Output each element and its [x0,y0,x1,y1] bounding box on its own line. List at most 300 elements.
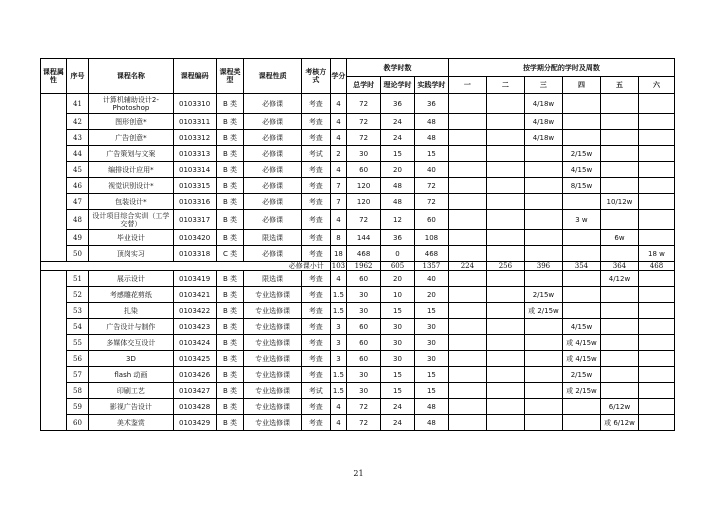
course-code: 0103420 [173,230,216,246]
practice-hours: 60 [414,210,448,230]
exam-method: 考查 [301,287,330,303]
course-name: 多媒体交互设计 [89,335,173,351]
exam-method: 考查 [301,367,330,383]
table-row [41,162,675,178]
total-hours: 60 [347,271,381,287]
exam-method: 考查 [301,399,330,415]
semester-1-hours [448,246,486,262]
semester-6-hours [638,162,674,178]
course-type: B 类 [216,415,244,431]
header-semester-5: 五 [600,77,638,94]
semester-5-hours [600,367,638,383]
semester-2-hours [486,303,524,319]
semester-3-hours [524,271,562,287]
practice-hours: 48 [414,114,448,130]
practice-hours: 48 [414,130,448,146]
course-code: 0103429 [173,415,216,431]
semester-1-hours [448,162,486,178]
semester-6-hours [638,271,674,287]
semester-4-hours: 4/15w [562,162,600,178]
semester-2-hours [486,146,524,162]
total-hours: 60 [347,351,381,367]
row-number: 41 [66,94,89,114]
semester-6-hours [638,351,674,367]
practice-hours: 15 [414,383,448,399]
semester-4-hours: 2/15w [562,367,600,383]
course-nature: 专业选修课 [244,303,302,319]
course-name: 编排设计应用* [89,162,173,178]
header-no: 序号 [66,59,89,94]
course-nature: 专业选修课 [244,319,302,335]
course-name: 3D [89,351,173,367]
course-nature: 必修课 [244,194,302,210]
semester-6-hours [638,230,674,246]
semester-4-hours [562,415,600,431]
header-semester-4: 四 [562,77,600,94]
course-name: 展示设计 [89,271,173,287]
header-exam: 考核方式 [301,59,330,94]
semester-1-hours [448,319,486,335]
semester-6-hours [638,210,674,230]
course-code: 0103317 [173,210,216,230]
semester-6-hours [638,114,674,130]
semester-5-hours [600,210,638,230]
table-row [41,114,675,130]
row-number: 45 [66,162,89,178]
semester-6-hours: 18 w [638,246,674,262]
course-code: 0103315 [173,178,216,194]
course-nature: 必修课 [244,94,302,114]
semester-3-hours: 4/18w [524,130,562,146]
header-credit: 学分 [330,59,346,94]
semester-4-hours [562,271,600,287]
semester-3-hours [524,246,562,262]
course-type: B 类 [216,162,244,178]
semester-5-hours [600,94,638,114]
semester-2-hours [486,230,524,246]
row-number: 47 [66,194,89,210]
semester-5-hours [600,246,638,262]
course-code: 0103419 [173,271,216,287]
course-type: B 类 [216,178,244,194]
table-row [41,130,675,146]
course-nature: 专业选修课 [244,383,302,399]
total-hours: 72 [347,130,381,146]
exam-method: 考试 [301,146,330,162]
semester-1-hours [448,383,486,399]
theory-hours: 24 [381,114,415,130]
total-hours: 72 [347,399,381,415]
exam-method: 考查 [301,130,330,146]
semester-2-hours [486,194,524,210]
course-code: 0103422 [173,303,216,319]
semester-6-hours [638,383,674,399]
course-name: 广告设计与制作 [89,319,173,335]
semester-4-hours [562,130,600,146]
semester-1-hours [448,367,486,383]
theory-hours: 15 [381,383,415,399]
exam-method: 考查 [301,94,330,114]
table-row [41,178,675,194]
semester-2-hours [486,319,524,335]
exam-method: 考查 [301,303,330,319]
header-practice: 实践学时 [414,77,448,94]
credit: 7 [330,194,346,210]
credit: 1.5 [330,303,346,319]
theory-hours: 24 [381,399,415,415]
credit: 1.5 [330,287,346,303]
course-name: 影视广告设计 [89,399,173,415]
row-number: 60 [66,415,89,431]
semester-1-hours [448,94,486,114]
semester-4-hours: 或 4/15w [562,351,600,367]
credit: 4 [330,271,346,287]
subtotal-semester-3: 396 [524,262,562,271]
course-name: flash 动画 [89,367,173,383]
semester-4-hours [562,194,600,210]
total-hours: 72 [347,94,381,114]
semester-3-hours [524,351,562,367]
semester-3-hours [524,162,562,178]
semester-1-hours [448,194,486,210]
header-name: 课程名称 [89,59,173,94]
course-code: 0103428 [173,399,216,415]
course-type: B 类 [216,271,244,287]
header-nature: 课程性质 [244,59,302,94]
header-theory: 理论学时 [381,77,415,94]
semester-5-hours [600,162,638,178]
semester-5-hours [600,287,638,303]
theory-hours: 48 [381,178,415,194]
semester-2-hours [486,367,524,383]
practice-hours: 48 [414,399,448,415]
table-row [41,367,675,383]
theory-hours: 0 [381,246,415,262]
total-hours: 60 [347,162,381,178]
subtotal-theory: 605 [381,262,415,271]
course-nature: 专业选修课 [244,399,302,415]
subtotal-row [41,262,675,271]
course-type: B 类 [216,351,244,367]
theory-hours: 36 [381,230,415,246]
course-name: 毕业设计 [89,230,173,246]
semester-3-hours [524,146,562,162]
table-row [41,415,675,431]
row-number: 49 [66,230,89,246]
theory-hours: 20 [381,271,415,287]
credit: 2 [330,146,346,162]
practice-hours: 20 [414,287,448,303]
semester-3-hours [524,415,562,431]
credit: 4 [330,114,346,130]
semester-4-hours [562,287,600,303]
course-name: 广告创意* [89,130,173,146]
theory-hours: 24 [381,415,415,431]
semester-5-hours [600,383,638,399]
course-code: 0103426 [173,367,216,383]
semester-2-hours [486,94,524,114]
credit: 4 [330,210,346,230]
header-code: 课程编码 [173,59,216,94]
row-number: 55 [66,335,89,351]
course-nature: 必修课 [244,162,302,178]
semester-5-hours [600,319,638,335]
semester-5-hours [600,335,638,351]
course-nature: 专业选修课 [244,287,302,303]
practice-hours: 30 [414,335,448,351]
course-code: 0103424 [173,335,216,351]
table-row [41,146,675,162]
semester-2-hours [486,246,524,262]
total-hours: 30 [347,367,381,383]
course-code: 0103423 [173,319,216,335]
total-hours: 72 [347,114,381,130]
semester-5-hours: 10/12w [600,194,638,210]
exam-method: 考查 [301,178,330,194]
course-nature: 必修课 [244,146,302,162]
theory-hours: 15 [381,303,415,319]
exam-method: 考查 [301,194,330,210]
semester-3-hours: 4/18w [524,94,562,114]
credit: 18 [330,246,346,262]
practice-hours: 30 [414,351,448,367]
semester-1-hours [448,230,486,246]
semester-1-hours [448,210,486,230]
semester-2-hours [486,415,524,431]
theory-hours: 15 [381,146,415,162]
course-nature: 必修课 [244,130,302,146]
semester-4-hours: 8/15w [562,178,600,194]
semester-3-hours [524,178,562,194]
course-name: 扎染 [89,303,173,319]
credit: 3 [330,319,346,335]
semester-3-hours [524,383,562,399]
subtotal-semester-1: 224 [448,262,486,271]
course-nature: 必修课 [244,114,302,130]
semester-2-hours [486,162,524,178]
row-number: 52 [66,287,89,303]
table-row [41,210,675,230]
row-number: 50 [66,246,89,262]
subtotal-semester-4: 354 [562,262,600,271]
semester-4-hours: 2/15w [562,146,600,162]
semester-3-hours [524,210,562,230]
semester-4-hours [562,230,600,246]
subtotal-practice: 1357 [414,262,448,271]
table-row [41,383,675,399]
credit: 1.5 [330,367,346,383]
credit: 4 [330,94,346,114]
row-number: 53 [66,303,89,319]
row-number: 59 [66,399,89,415]
semester-4-hours [562,303,600,319]
semester-3-hours: 4/18w [524,114,562,130]
course-nature: 限选课 [244,230,302,246]
row-number: 42 [66,114,89,130]
header-total: 总学时 [347,77,381,94]
practice-hours: 72 [414,194,448,210]
exam-method: 考查 [301,271,330,287]
semester-5-hours [600,303,638,319]
course-code: 0103310 [173,94,216,114]
course-type: B 类 [216,383,244,399]
practice-hours: 468 [414,246,448,262]
course-type: B 类 [216,399,244,415]
course-type: B 类 [216,335,244,351]
theory-hours: 12 [381,210,415,230]
semester-5-hours [600,114,638,130]
semester-1-hours [448,399,486,415]
semester-5-hours [600,130,638,146]
course-type: B 类 [216,303,244,319]
course-name: 设计项目综合实训（工学交替） [89,210,173,230]
semester-5-hours [600,351,638,367]
semester-5-hours: 或 6/12w [600,415,638,431]
total-hours: 120 [347,178,381,194]
semester-3-hours [524,230,562,246]
course-nature: 必修课 [244,178,302,194]
total-hours: 30 [347,146,381,162]
theory-hours: 24 [381,130,415,146]
table-row [41,94,675,114]
theory-hours: 10 [381,287,415,303]
attr-cell [41,94,67,262]
total-hours: 72 [347,210,381,230]
table-row [41,319,675,335]
table-row [41,399,675,415]
credit: 3 [330,351,346,367]
table-row [41,351,675,367]
table-header [41,59,675,94]
semester-6-hours [638,178,674,194]
semester-6-hours [638,335,674,351]
subtotal-total: 1962 [347,262,381,271]
course-nature: 专业选修课 [244,351,302,367]
exam-method: 考查 [301,335,330,351]
table-row [41,287,675,303]
course-code: 0103427 [173,383,216,399]
table-body [41,94,675,431]
practice-hours: 72 [414,178,448,194]
page-number: 21 [353,469,364,478]
row-number: 44 [66,146,89,162]
semester-2-hours [486,351,524,367]
course-type: B 类 [216,130,244,146]
attr-cell [41,271,67,431]
theory-hours: 48 [381,194,415,210]
row-number: 58 [66,383,89,399]
course-name: 图形创意* [89,114,173,130]
semester-2-hours [486,178,524,194]
header-semester-3: 三 [524,77,562,94]
semester-6-hours [638,287,674,303]
semester-1-hours [448,271,486,287]
course-nature: 必修课 [244,246,302,262]
course-type: B 类 [216,287,244,303]
total-hours: 60 [347,335,381,351]
subtotal-semester-2: 256 [486,262,524,271]
semester-2-hours [486,271,524,287]
semester-3-hours: 2/15w [524,287,562,303]
course-name: 美术鉴赏 [89,415,173,431]
total-hours: 144 [347,230,381,246]
exam-method: 考查 [301,246,330,262]
semester-4-hours [562,114,600,130]
course-name: 包装设计* [89,194,173,210]
semester-5-hours: 6w [600,230,638,246]
practice-hours: 48 [414,415,448,431]
semester-3-hours [524,194,562,210]
course-code: 0103316 [173,194,216,210]
exam-method: 考查 [301,162,330,178]
semester-2-hours [486,287,524,303]
course-type: B 类 [216,94,244,114]
semester-3-hours [524,367,562,383]
semester-3-hours: 或 2/15w [524,303,562,319]
course-type: B 类 [216,114,244,130]
table-row [41,246,675,262]
exam-method: 考查 [301,114,330,130]
header-semester-6: 六 [638,77,674,94]
semester-6-hours [638,303,674,319]
semester-4-hours [562,246,600,262]
semester-6-hours [638,194,674,210]
semester-2-hours [486,383,524,399]
semester-4-hours [562,94,600,114]
theory-hours: 30 [381,351,415,367]
subtotal-semester-5: 364 [600,262,638,271]
course-schedule-table [40,58,675,431]
semester-2-hours [486,399,524,415]
total-hours: 30 [347,303,381,319]
subtotal-semester-6: 468 [638,262,674,271]
course-nature: 限选课 [244,271,302,287]
practice-hours: 15 [414,146,448,162]
course-name: 广告策划与文案 [89,146,173,162]
exam-method: 考查 [301,319,330,335]
semester-6-hours [638,399,674,415]
semester-5-hours [600,178,638,194]
semester-5-hours: 4/12w [600,271,638,287]
semester-1-hours [448,114,486,130]
row-number: 48 [66,210,89,230]
course-name: 计算机辅助设计2-Photoshop [89,94,173,114]
semester-4-hours: 或 4/15w [562,335,600,351]
semester-4-hours [562,399,600,415]
credit: 3 [330,335,346,351]
row-number: 56 [66,351,89,367]
semester-3-hours [524,335,562,351]
course-code: 0103425 [173,351,216,367]
course-name: 视觉识别设计* [89,178,173,194]
total-hours: 30 [347,287,381,303]
exam-method: 考查 [301,351,330,367]
semester-1-hours [448,415,486,431]
practice-hours: 40 [414,271,448,287]
table-row [41,230,675,246]
course-type: B 类 [216,210,244,230]
row-number: 57 [66,367,89,383]
total-hours: 72 [347,415,381,431]
course-code: 0103421 [173,287,216,303]
semester-1-hours [448,303,486,319]
header-type: 课程类型 [216,59,244,94]
credit: 4 [330,162,346,178]
semester-6-hours [638,94,674,114]
course-nature: 专业选修课 [244,415,302,431]
theory-hours: 30 [381,335,415,351]
semester-3-hours [524,399,562,415]
